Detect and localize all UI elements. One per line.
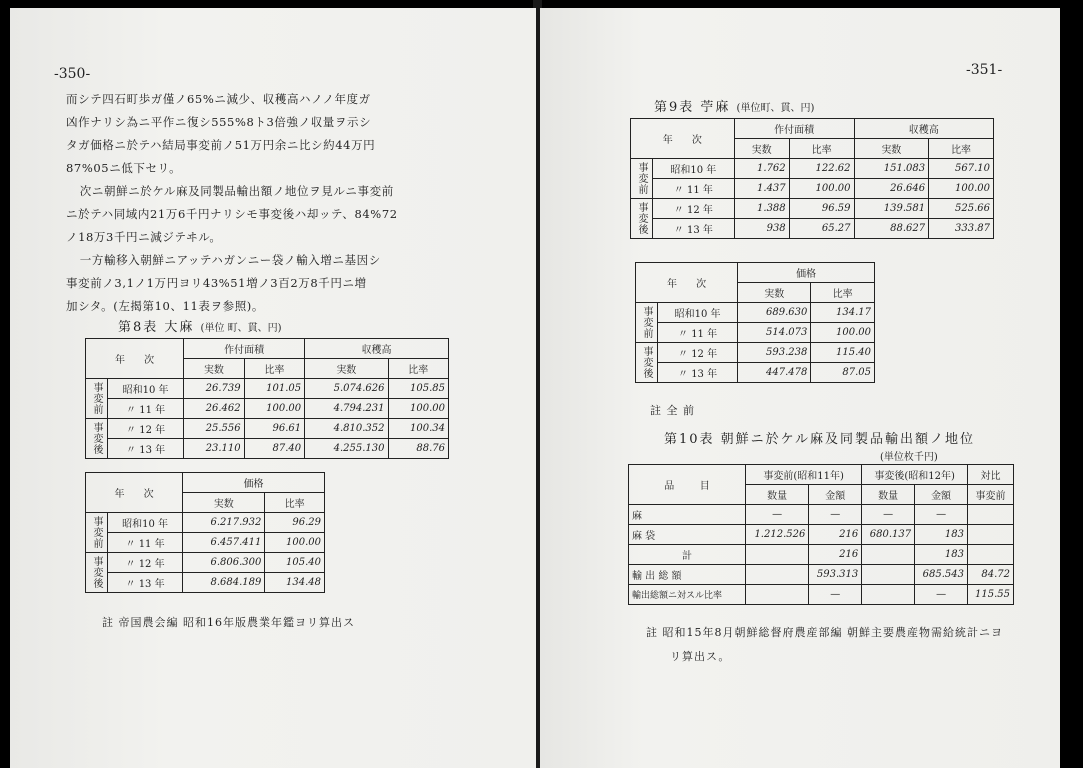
header-actual: 実数: [734, 139, 789, 159]
ratio-cell: 100.00: [789, 179, 854, 199]
year-cell: 〃 11 年: [108, 533, 183, 553]
price-cell: 593.238: [738, 343, 811, 363]
header-year: 年 次: [636, 263, 738, 303]
ratio-cell: 122.62: [789, 159, 854, 179]
amt-cell: —: [915, 505, 968, 525]
header-area: 作付面積: [734, 119, 854, 139]
yield-cell: 4.810.352: [305, 419, 388, 439]
table-row: [86, 439, 449, 459]
area-cell: 26.462: [184, 399, 244, 419]
amt-cell: —: [809, 585, 862, 605]
ratio-cell: 100.34: [388, 419, 449, 439]
price-cell: 6.457.411: [183, 533, 265, 553]
header-amt: 金額: [915, 485, 968, 505]
year-cell: 〃 11 年: [653, 179, 735, 199]
year-cell: 〃 13 年: [653, 219, 735, 239]
group-label: 事変前: [636, 303, 658, 343]
qty-cell: [746, 545, 809, 565]
table9-price: [635, 262, 875, 383]
ratio-cell: 115.40: [811, 343, 875, 363]
ratio-cell: 525.66: [929, 199, 994, 219]
ratio-cell: 567.10: [929, 159, 994, 179]
area-cell: 1.437: [734, 179, 789, 199]
header-ratio: 比率: [789, 139, 854, 159]
ratio-cell: 100.00: [265, 533, 325, 553]
header-item: 品 目: [629, 465, 746, 505]
table-row: [86, 533, 325, 553]
year-cell: 〃 13 年: [658, 363, 738, 383]
amt-cell: —: [809, 505, 862, 525]
header-actual: 実数: [738, 283, 811, 303]
table10-note-line2: リ算出ス。: [670, 650, 731, 663]
yield-cell: 151.083: [854, 159, 929, 179]
header-actual: 実数: [305, 359, 388, 379]
header-amt: 金額: [809, 485, 862, 505]
header-yield: 収穫高: [854, 119, 994, 139]
header-ratio: 比率: [388, 359, 449, 379]
table-row: [629, 525, 1014, 545]
area-cell: 26.739: [184, 379, 244, 399]
amt-cell: 183: [915, 545, 968, 565]
table-row: [629, 565, 1014, 585]
table9-area-yield: [630, 118, 994, 239]
yield-cell: 5.074.626: [305, 379, 388, 399]
table-row: [86, 513, 325, 533]
header-ratio: 比率: [265, 493, 325, 513]
area-cell: 25.556: [184, 419, 244, 439]
ratio-cell: 100.00: [811, 323, 875, 343]
header-actual: 実数: [183, 493, 265, 513]
paragraph-line: タガ価格ニ於テハ結局事変前ノ51万円余ニ比シ約44万円: [66, 138, 376, 152]
group-label: 事変前: [631, 159, 653, 199]
item-cell: 麻 袋: [629, 525, 746, 545]
ratio-cell: 65.27: [789, 219, 854, 239]
ratio-cell: 100.00: [244, 399, 304, 419]
group-label: 事変後: [86, 419, 108, 459]
ratio-cell: 100.00: [388, 399, 449, 419]
year-cell: 〃 11 年: [658, 323, 738, 343]
year-cell: 〃 12 年: [653, 199, 735, 219]
table8-area-yield: [85, 338, 449, 459]
year-cell: 〃 12 年: [658, 343, 738, 363]
price-cell: 689.630: [738, 303, 811, 323]
area-cell: 938: [734, 219, 789, 239]
table-row: [636, 363, 875, 383]
ratio-cell: 87.40: [244, 439, 304, 459]
header-price: 価格: [183, 473, 325, 493]
paragraph-line: 事変前ノ3,1ノ1万円ヨリ43%51増ノ3百2万8千円ニ増: [66, 276, 367, 290]
compare-cell: [968, 505, 1014, 525]
paragraph-line: 一方輸移入朝鮮ニアッテハガンニー袋ノ輸入増ニ基因シ: [79, 253, 381, 267]
item-cell: 輸出総額ニ対スル比率: [629, 585, 746, 605]
header-price: 価格: [738, 263, 875, 283]
page-number-right: -351-: [966, 62, 1003, 78]
area-cell: 1.762: [734, 159, 789, 179]
header-ratio: 比率: [929, 139, 994, 159]
paragraph-line: 加シタ。(左揭第10、11表ヲ参照)。: [66, 299, 264, 313]
header-year: 年 次: [86, 473, 183, 513]
price-cell: 514.073: [738, 323, 811, 343]
qty-cell: —: [862, 505, 915, 525]
paragraph-line: ニ於テハ同域内21万6千円ナリシモ事変後ハ却ッテ、84%72: [66, 207, 398, 221]
yield-cell: 26.646: [854, 179, 929, 199]
table-row: [631, 179, 994, 199]
table10-unit: (単位枚千円): [880, 452, 938, 463]
qty-cell: [862, 545, 915, 565]
table10: [628, 464, 1014, 605]
compare-cell: 115.55: [968, 585, 1014, 605]
year-cell: 昭和10 年: [108, 513, 183, 533]
amt-cell: 183: [915, 525, 968, 545]
compare-cell: [968, 525, 1014, 545]
table-row: [629, 585, 1014, 605]
ratio-cell: 134.48: [265, 573, 325, 593]
amt-cell: 216: [809, 545, 862, 565]
yield-cell: 139.581: [854, 199, 929, 219]
area-cell: 1.388: [734, 199, 789, 219]
qty-cell: [746, 565, 809, 585]
table-row: [631, 199, 994, 219]
group-label: 事変前: [86, 379, 108, 419]
table-title: 第9表 苧麻: [654, 100, 731, 115]
table10-note-line1: 註 昭和15年8月朝鮮総督府農産部編 朝鮮主要農産物需給統計ニヨ: [646, 626, 1003, 639]
table9-note: 註 全 前: [650, 404, 695, 417]
right-page: [540, 8, 1060, 768]
qty-cell: [862, 565, 915, 585]
ratio-cell: 96.61: [244, 419, 304, 439]
table-row: [86, 399, 449, 419]
compare-cell: [968, 545, 1014, 565]
header-actual: 実数: [854, 139, 929, 159]
qty-cell: [746, 585, 809, 605]
header-qty: 数量: [862, 485, 915, 505]
table-row: [86, 419, 449, 439]
ratio-cell: 96.29: [265, 513, 325, 533]
amt-cell: 216: [809, 525, 862, 545]
table-row: [636, 303, 875, 323]
page-number-left: -350-: [54, 66, 91, 82]
ratio-cell: 101.05: [244, 379, 304, 399]
header-yield: 収穫高: [305, 339, 449, 359]
group-label: 事変後: [636, 343, 658, 383]
yield-cell: 88.627: [854, 219, 929, 239]
table8-caption: [118, 316, 282, 335]
header-area: 作付面積: [184, 339, 305, 359]
ratio-cell: 96.59: [789, 199, 854, 219]
yield-cell: 4.794.231: [305, 399, 388, 419]
table-unit: (単位町、貫、円): [736, 103, 815, 114]
ratio-cell: 105.85: [388, 379, 449, 399]
year-cell: 昭和10 年: [108, 379, 184, 399]
year-cell: 〃 13 年: [108, 573, 183, 593]
table-row: [86, 553, 325, 573]
qty-cell: 1.212.526: [746, 525, 809, 545]
qty-cell: [862, 585, 915, 605]
header-ratio: 比率: [244, 359, 304, 379]
body-text: [66, 88, 496, 318]
table-row: [631, 159, 994, 179]
paragraph-line: 而シテ四石町歩ガ僅ノ65%ニ減少、収穫高ハノノ年度ガ: [66, 92, 371, 106]
header-before: 事変前(昭和11年): [746, 465, 862, 485]
table-row: [629, 545, 1014, 565]
header-ratio: 比率: [811, 283, 875, 303]
qty-cell: —: [746, 505, 809, 525]
header-actual: 実数: [184, 359, 244, 379]
price-cell: 8.684.189: [183, 573, 265, 593]
table9-caption: [654, 96, 814, 115]
paragraph-line: 凶作ナリシ為ニ平作ニ復シ555%8ト3倍強ノ収量ヲ示シ: [66, 115, 372, 129]
ratio-cell: 88.76: [388, 439, 449, 459]
amt-cell: —: [915, 585, 968, 605]
amt-cell: 593.313: [809, 565, 862, 585]
item-cell: 輸 出 総 額: [629, 565, 746, 585]
header-year: 年 次: [631, 119, 735, 159]
group-label: 事変後: [631, 199, 653, 239]
year-cell: 〃 12 年: [108, 553, 183, 573]
paragraph-line: 87%05ニ低下セリ。: [66, 161, 182, 175]
header-compare-sub: 事変前: [968, 485, 1014, 505]
table-row: [636, 323, 875, 343]
item-cell: 計: [629, 545, 746, 565]
year-cell: 昭和10 年: [653, 159, 735, 179]
table10-caption: 第10表 朝鮮ニ於ケル麻及同製品輸出額ノ地位: [664, 432, 976, 447]
header-after: 事変後(昭和12年): [862, 465, 968, 485]
header-qty: 数量: [746, 485, 809, 505]
year-cell: 〃 11 年: [108, 399, 184, 419]
year-cell: 〃 13 年: [108, 439, 184, 459]
left-page: [10, 8, 536, 768]
paragraph-line: ノ18万3千円ニ減ジテヰル。: [66, 230, 222, 244]
qty-cell: 680.137: [862, 525, 915, 545]
item-cell: 麻: [629, 505, 746, 525]
table-row: [631, 219, 994, 239]
header-compare: 対比: [968, 465, 1014, 485]
ratio-cell: 105.40: [265, 553, 325, 573]
table-row: [86, 573, 325, 593]
price-cell: 6.217.932: [183, 513, 265, 533]
year-cell: 〃 12 年: [108, 419, 184, 439]
ratio-cell: 87.05: [811, 363, 875, 383]
group-label: 事変前: [86, 513, 108, 553]
ratio-cell: 100.00: [929, 179, 994, 199]
ratio-cell: 333.87: [929, 219, 994, 239]
table8-price: [85, 472, 325, 593]
table-row: [636, 343, 875, 363]
paragraph-line: 次ニ朝鮮ニ於ケル麻及同製品輸出額ノ地位ヲ見ルニ事変前: [79, 184, 394, 198]
compare-cell: 84.72: [968, 565, 1014, 585]
year-cell: 昭和10 年: [658, 303, 738, 323]
group-label: 事変後: [86, 553, 108, 593]
area-cell: 23.110: [184, 439, 244, 459]
table-row: [629, 505, 1014, 525]
table-unit: (単位 町、貫、円): [200, 323, 282, 334]
yield-cell: 4.255.130: [305, 439, 388, 459]
table8-note: 註 帝国農会編 昭和16年版農業年鑑ヨリ算出ス: [102, 616, 355, 629]
price-cell: 447.478: [738, 363, 811, 383]
price-cell: 6.806.300: [183, 553, 265, 573]
ratio-cell: 134.17: [811, 303, 875, 323]
table-row: [86, 379, 449, 399]
amt-cell: 685.543: [915, 565, 968, 585]
table-title: 第8表 大麻: [118, 320, 195, 335]
header-year: 年 次: [86, 339, 184, 379]
